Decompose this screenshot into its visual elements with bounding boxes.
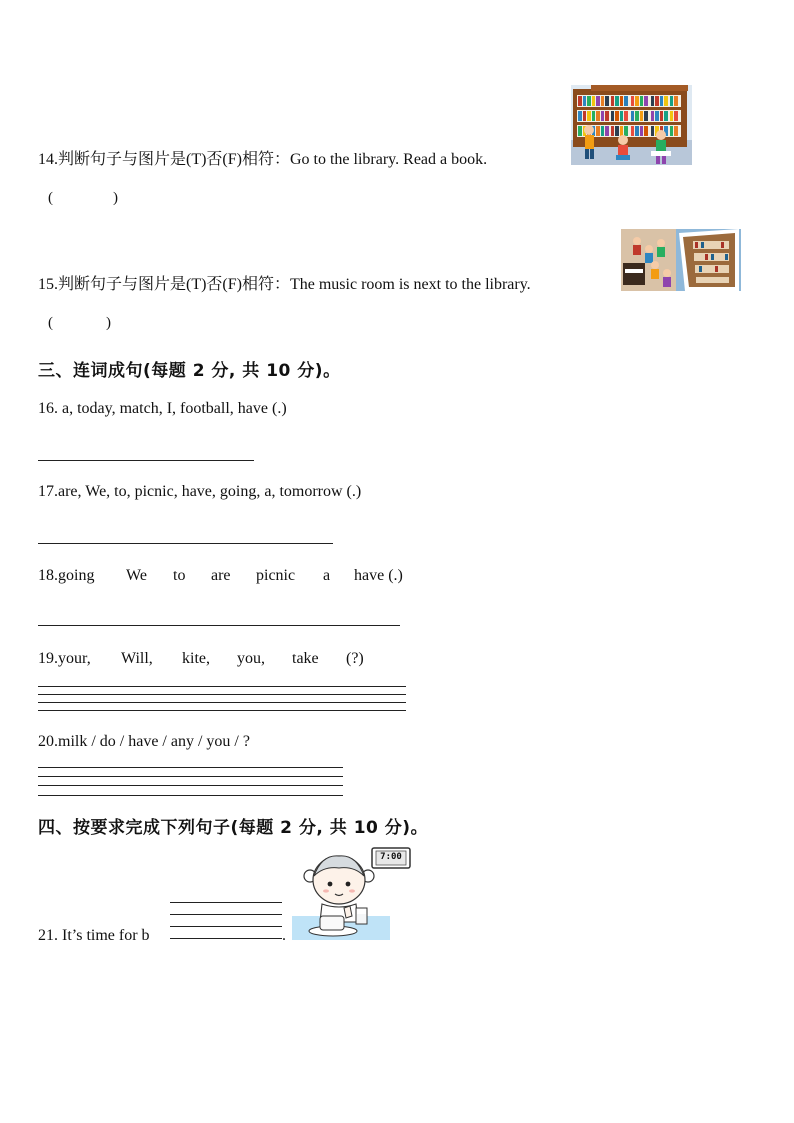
question-19-word: Will, — [121, 650, 153, 667]
section-3-title: 三、连词成句(每题 2 分, 共 10 分)。 — [38, 361, 341, 381]
question-19-word: kite, — [182, 650, 210, 667]
question-18-word: We — [126, 567, 147, 584]
answer-line[interactable] — [38, 460, 254, 461]
answer-paren-open: ( — [48, 190, 53, 206]
answer-line[interactable] — [38, 694, 406, 695]
answer-line[interactable] — [38, 625, 400, 626]
answer-paren-close: ) — [106, 315, 111, 331]
answer-line[interactable] — [170, 914, 282, 915]
question-19-word: 19.your, — [38, 650, 91, 667]
question-21-period: . — [282, 927, 286, 944]
answer-line[interactable] — [170, 902, 282, 903]
answer-line[interactable] — [38, 702, 406, 703]
question-20-text: 20.milk / do / have / any / you / ? — [38, 733, 250, 750]
answer-line[interactable] — [38, 785, 343, 786]
answer-line[interactable] — [38, 710, 406, 711]
question-16-text: 16. a, today, match, I, football, have (.) — [38, 400, 287, 417]
answer-paren-close: ) — [113, 190, 118, 206]
question-21-prefix: 21. It’s time for b — [38, 927, 150, 944]
answer-line[interactable] — [170, 926, 282, 927]
question-18-word: 18.going — [38, 567, 95, 584]
question-14-text: 14.判断句子与图片是(T)否(F)相符：Go to the library. Read a book. — [38, 151, 488, 168]
question-18-word: have (.) — [354, 567, 403, 584]
question-18-word: picnic — [256, 567, 296, 584]
question-19-word: (?) — [346, 650, 364, 667]
answer-paren-open: ( — [48, 315, 53, 331]
answer-line[interactable] — [38, 767, 343, 768]
answer-line[interactable] — [38, 686, 406, 687]
breakfast-image — [292, 846, 412, 942]
question-18-word: to — [173, 567, 186, 584]
question-19-word: you, — [237, 650, 265, 667]
answer-line[interactable] — [38, 795, 343, 796]
section-4-title: 四、按要求完成下列句子(每题 2 分, 共 10 分)。 — [38, 818, 429, 838]
music-room-image — [621, 229, 741, 291]
answer-line[interactable] — [38, 543, 333, 544]
question-18-word: are — [211, 567, 231, 584]
clock-time: 7:00 — [380, 852, 402, 862]
library-image — [571, 85, 692, 165]
question-15-text: 15.判断句子与图片是(T)否(F)相符：The music room is next to the library. — [38, 276, 531, 293]
question-18-word: a — [323, 567, 331, 584]
question-17-text: 17.are, We, to, picnic, have, going, a, tomorrow (.) — [38, 483, 362, 500]
question-19-word: take — [292, 650, 319, 667]
answer-line[interactable] — [170, 938, 282, 939]
answer-line[interactable] — [38, 776, 343, 777]
